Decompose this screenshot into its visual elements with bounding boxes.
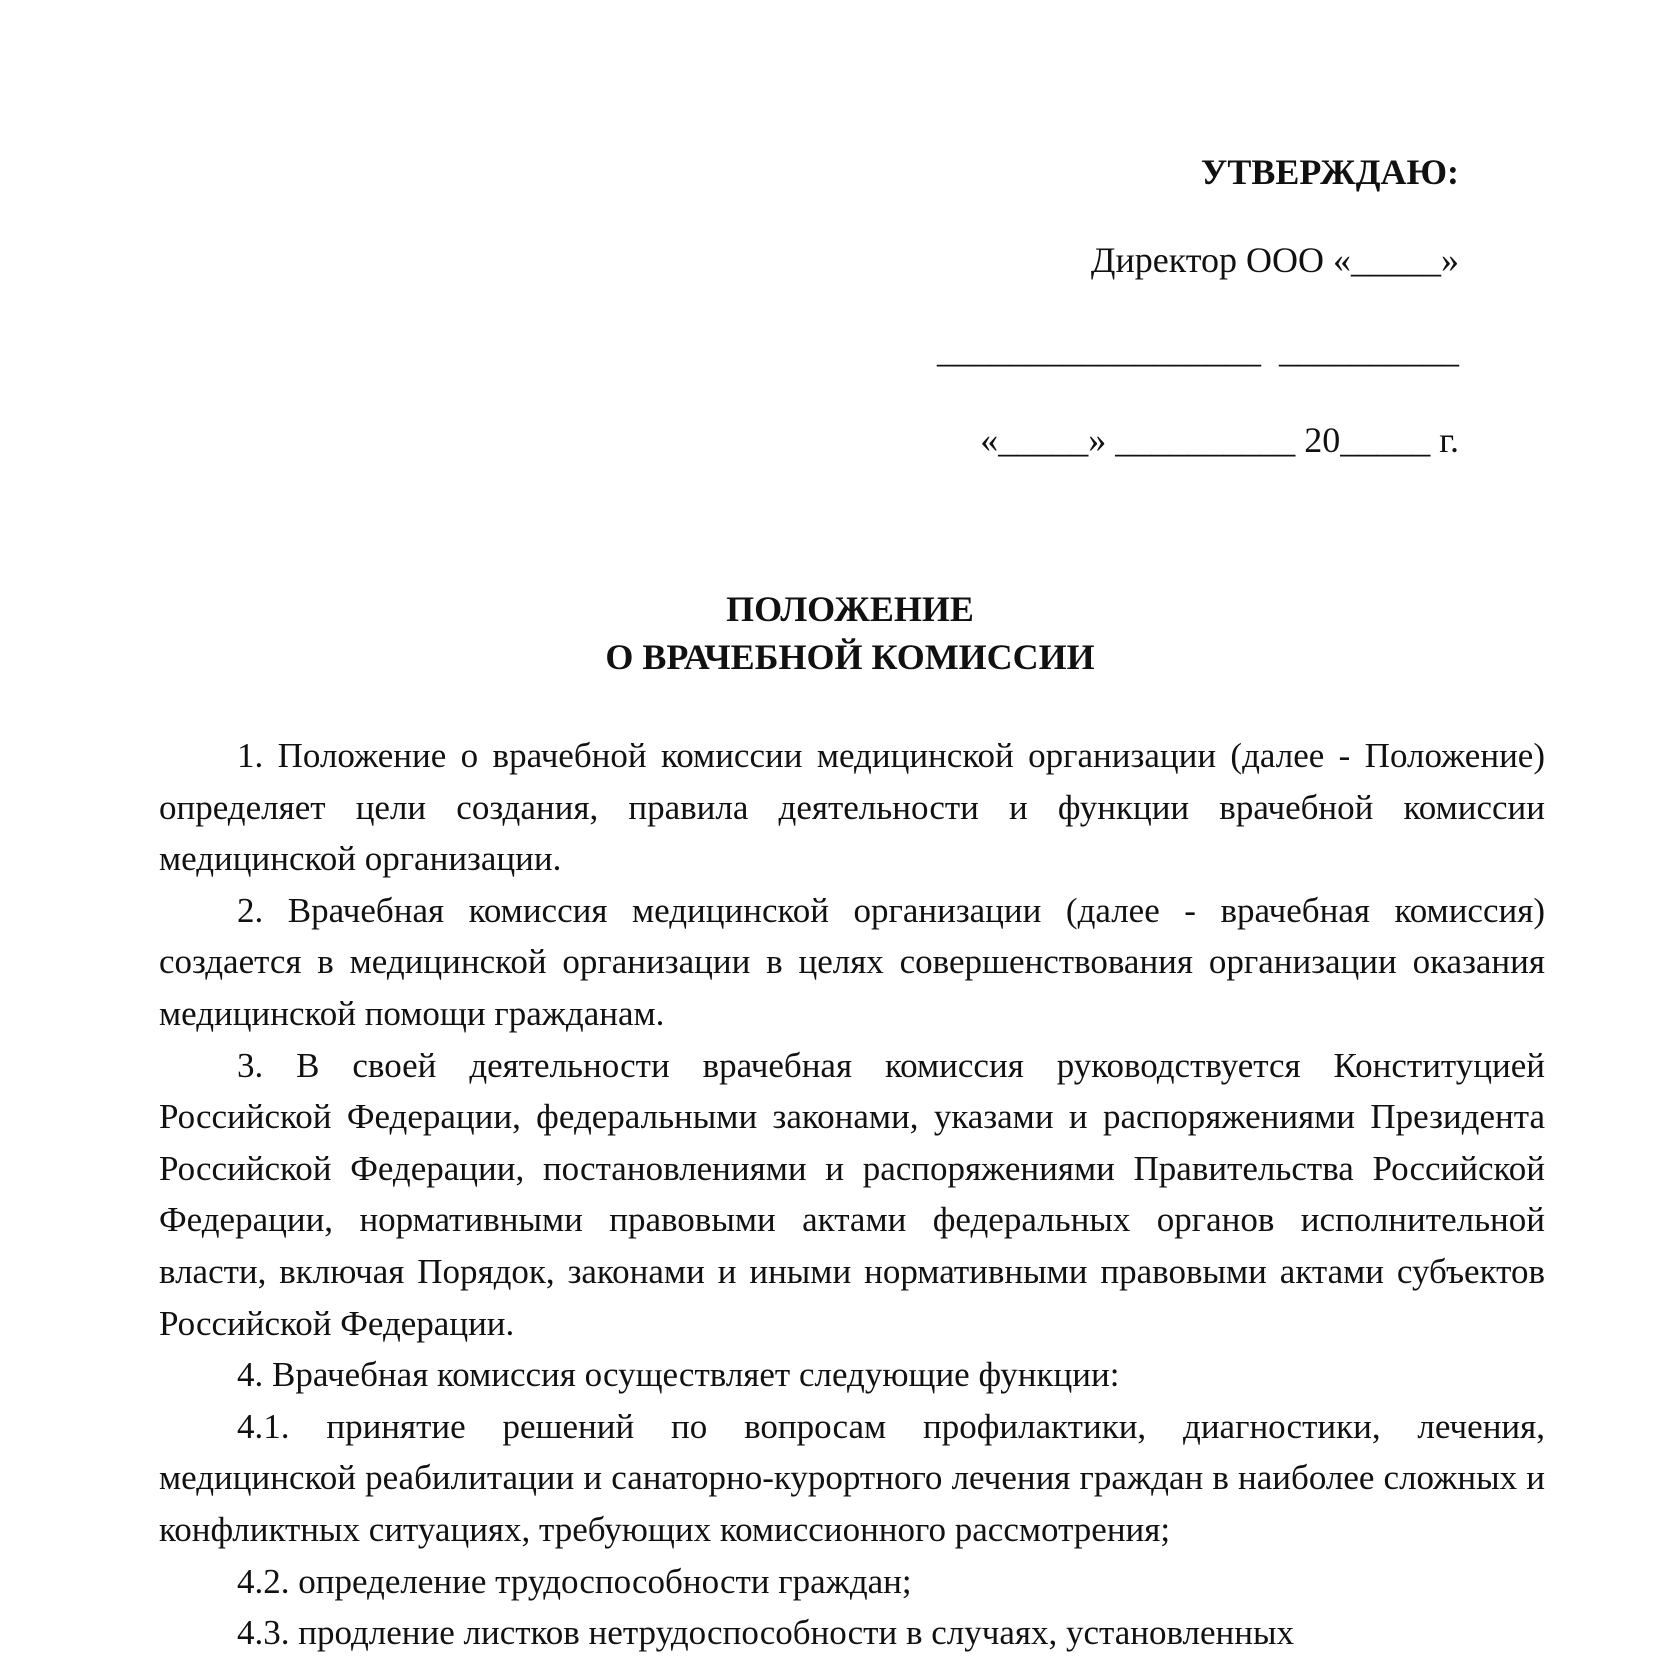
paragraph-3: 3. В своей деятельности врачебная комиссия руководствуется Конституцией Российской Федерации, федеральными законами, указами и распоряжениями Президента Российской Федерации, постановлениями и распоряжениями Правительства Российской Федерации, нормативными правовыми актами федеральных органов исполнительной власти, включая Порядок, законами и иными нормативными правовыми актами субъектов Российской Федерации. — [159, 1045, 1545, 1343]
approval-block — [937, 150, 1459, 462]
paragraph-4: 4. Врачебная комиссия осуществляет следующие функции: — [237, 1355, 1120, 1395]
paragraph-4-3: 4.3. продление листков нетрудоспособности в случаях, установленных — [237, 1613, 1295, 1653]
paragraph-4-2: 4.2. определение трудоспособности граждан; — [237, 1561, 912, 1601]
signature-line: __________________ __________ — [937, 330, 1459, 370]
director-line: Директор ООО «_____» — [1090, 240, 1459, 280]
paragraph-1: 1. Положение о врачебной комиссии медицинской организации (далее - Положение) определяет цели создания, правила деятельности и функции врачебной комиссии медицинской организации. — [159, 736, 1545, 879]
title-line-1: ПОЛОЖЕНИЕ — [726, 589, 974, 629]
paragraph-4-1: 4.1. принятие решений по вопросам профилактики, диагностики, лечения, медицинской реабилитации и санаторно-курортного лечения граждан в наиболее сложных и конфликтных ситуациях, требующих комиссионного рассмотрения; — [159, 1406, 1545, 1549]
approval-title: УТВЕРЖДАЮ: — [1200, 152, 1459, 192]
paragraph-2: 2. Врачебная комиссия медицинской организации (далее - врачебная комиссия) создается в медицинской организации в целях совершенствования организации оказания медицинской помощи гражданам. — [159, 890, 1545, 1033]
document-body — [159, 730, 1545, 1659]
title-line-2: О ВРАЧЕБНОЙ КОМИССИИ — [605, 637, 1095, 677]
date-line: «_____» __________ 20_____ г. — [980, 420, 1459, 460]
document-title — [0, 585, 1654, 681]
